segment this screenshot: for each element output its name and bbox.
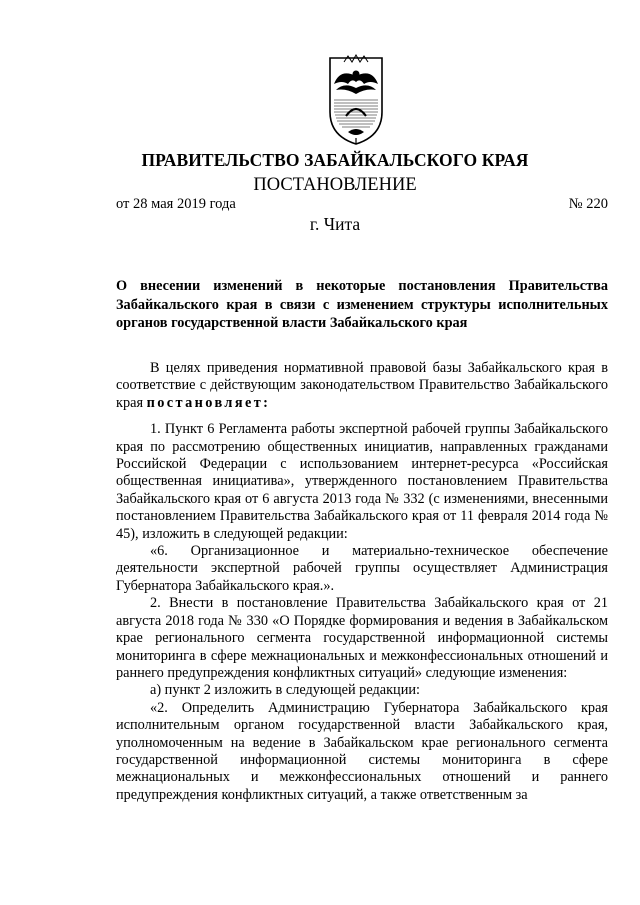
document-type: ПОСТАНОВЛЕНИЕ [253,175,417,195]
item-2a-quote-paragraph: «2. Определить Администрацию Губернатора Забайкальского края исполнительным органом государственной власти Забайкальского края, уполномоченным на ведение в Забайкальском крае регионального сегмента государственной информационной системы мониторинга в сфере межнациональных и межконфессиональных отношений и раннего предупреждения конфликтных ситуаций, а также ответственным за [116,699,608,803]
preamble-paragraph [116,360,608,412]
preamble-emphasis: постановляет: [146,394,271,411]
document-date: от 28 мая 2019 года [116,196,236,212]
document-title: О внесении изменений в некоторые постановления Правительства Забайкальского края в связи с изменением структуры исполнительных органов государственной власти Забайкальского края [116,278,608,331]
item-1-paragraph: 1. Пункт 6 Регламента работы экспертной рабочей группы Забайкальского края по рассмотрению общественных инициатив, направленных гражданами Российской Федерации с использованием интернет-ресурса «Российская общественная инициатива», утвержденного постановлением Правительства Забайкальского края от 6 августа 2013 года № 332 (с изменениями, внесенными постановлением Правительства Забайкальского края от 11 февраля 2014 года № 45), изложить в следующей редакции: [116,421,608,542]
preamble-text: В целях приведения нормативной правовой базы Забайкальского края в соответствие с действующим законодательством Правительство Забайкальского края [116,360,608,411]
document-city: г. Чита [309,214,361,234]
item-1-quote-paragraph: «6. Организационное и материально-техническое обеспечение деятельности экспертной рабочей группы осуществляет Администрация Губернатора Забайкальского края.». [116,543,608,594]
document-number: № 220 [568,196,608,212]
item-2a-paragraph: а) пункт 2 изложить в следующей редакции: [150,682,420,699]
item-2-paragraph: 2. Внести в постановление Правительства Забайкальского края от 21 августа 2018 года № 330 «О Порядке формирования и ведения в Забайкальском крае регионального сегмента государственной информационной системы мониторинга в сфере межнациональных и межконфессиональных отношений и раннего предупреждения конфликтных ситуаций» следующие изменения: [116,595,608,681]
document-body [116,360,608,804]
coat-of-arms-icon [326,54,386,146]
organization-name: ПРАВИТЕЛЬСТВО ЗАБАЙКАЛЬСКОГО КРАЯ [141,150,529,170]
